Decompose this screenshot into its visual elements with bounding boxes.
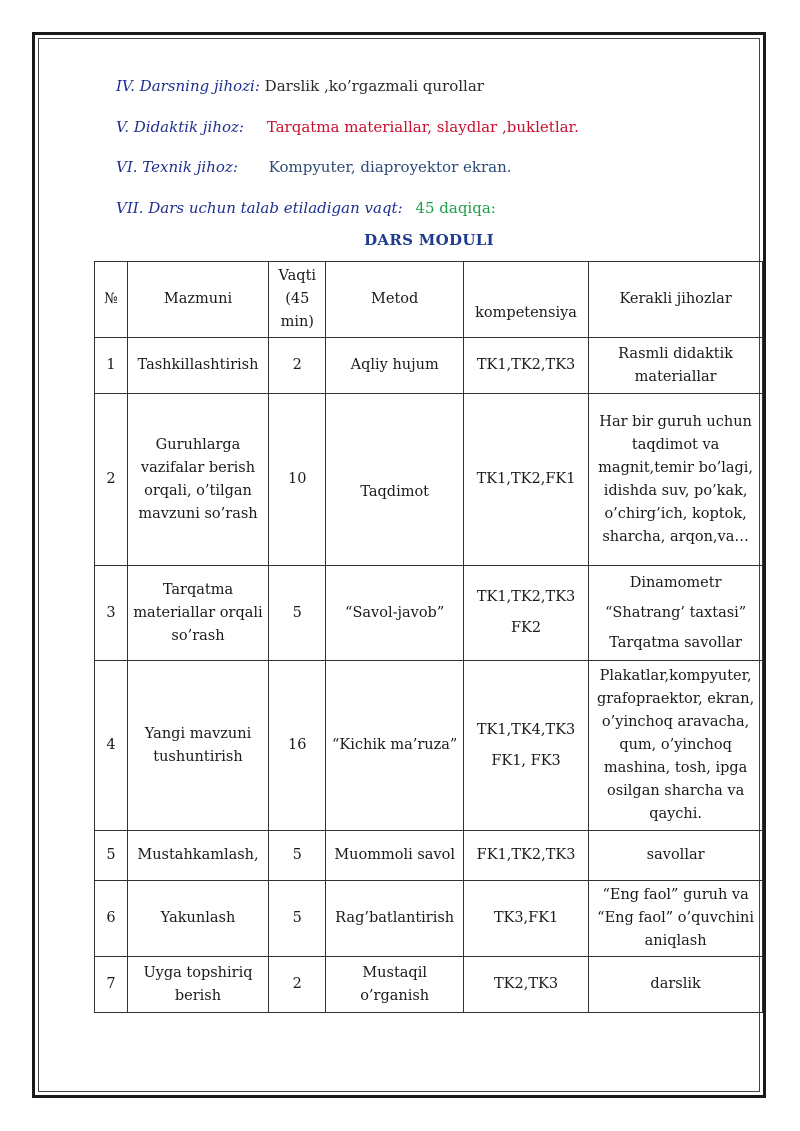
info-technical bbox=[116, 158, 512, 176]
info-didactic-label: V. Didaktik jihoz: bbox=[116, 118, 244, 136]
row-method: Mustaqil o’rganish bbox=[326, 957, 463, 1013]
row-number: 1 bbox=[95, 338, 128, 394]
competence-line: FK2 bbox=[510, 620, 542, 636]
row-equipment: “Eng faol” guruh va “Eng faol” o’quvchini aniqlash bbox=[589, 881, 763, 957]
table-row bbox=[95, 881, 763, 957]
row-method: Taqdimot bbox=[326, 394, 463, 566]
row-content: Yangi mavzuni tushuntirish bbox=[127, 661, 268, 831]
row-content: Tashkillashtirish bbox=[127, 338, 268, 394]
info-time-label: VII. Dars uchun talab etiladigan vaqt: bbox=[116, 199, 403, 217]
competence-line: TK1,TK2,TK3 bbox=[476, 589, 576, 605]
equipment-line: “Shatrang’ taxtasi” bbox=[605, 605, 747, 621]
row-competence: TK3,FK1 bbox=[463, 881, 588, 957]
info-didactic bbox=[116, 118, 579, 136]
info-technical-value: Kompyuter, diaproyektor ekran. bbox=[268, 158, 512, 176]
equipment-line: Tarqatma savollar bbox=[609, 635, 742, 651]
row-time: 2 bbox=[269, 957, 326, 1013]
row-time: 2 bbox=[269, 338, 326, 394]
row-competence: TK1,TK2,TK3 bbox=[463, 338, 588, 394]
table-row bbox=[95, 957, 763, 1013]
info-time-value: 45 daqiqa: bbox=[415, 199, 496, 217]
row-method: Muommoli savol bbox=[326, 831, 463, 881]
row-equipment: Har bir guruh uchun taqdimot va magnit,temir bo’lagi, idishda suv, po’kak, o’chirg’ich, koptok, sharcha, arqon,va… bbox=[589, 394, 763, 566]
row-number: 6 bbox=[95, 881, 128, 957]
table-row bbox=[95, 394, 763, 566]
module-title: DARS MODULI bbox=[364, 231, 494, 249]
table-header-row bbox=[95, 262, 763, 338]
row-time: 5 bbox=[269, 831, 326, 881]
row-time: 5 bbox=[269, 881, 326, 957]
row-number: 2 bbox=[95, 394, 128, 566]
info-equipment-label: IV. Darsning jihozi: bbox=[116, 77, 260, 95]
row-competence: FK1,TK2,TK3 bbox=[463, 831, 588, 881]
row-number: 7 bbox=[95, 957, 128, 1013]
row-method: Rag’batlantirish bbox=[326, 881, 463, 957]
row-content: Tarqatma materiallar orqali so’rash bbox=[127, 566, 268, 661]
header-competence: kompetensiya bbox=[463, 262, 588, 338]
row-competence bbox=[463, 566, 588, 661]
table-row bbox=[95, 338, 763, 394]
row-competence: TK2,TK3 bbox=[463, 957, 588, 1013]
row-content: Guruhlarga vazifalar berish orqali, o’tilgan mavzuni so’rash bbox=[127, 394, 268, 566]
row-method: Aqliy hujum bbox=[326, 338, 463, 394]
header-content: Mazmuni bbox=[127, 262, 268, 338]
lesson-module-table bbox=[94, 261, 763, 1013]
row-equipment bbox=[589, 566, 763, 661]
table-row bbox=[95, 831, 763, 881]
row-time: 10 bbox=[269, 394, 326, 566]
table-row bbox=[95, 566, 763, 661]
info-time bbox=[116, 199, 496, 217]
row-method: “Savol-javob” bbox=[326, 566, 463, 661]
row-time: 16 bbox=[269, 661, 326, 831]
row-competence: TK1,TK2,FK1 bbox=[463, 394, 588, 566]
row-method: “Kichik ma’ruza” bbox=[326, 661, 463, 831]
row-number: 3 bbox=[95, 566, 128, 661]
header-number: № bbox=[95, 262, 128, 338]
row-competence bbox=[463, 661, 588, 831]
row-equipment: Plakatlar,kompyuter, grafopraektor, ekran, o’yinchoq aravacha, qum, o’yinchoq mashina, tosh, ipga osilgan sharcha va qaychi. bbox=[589, 661, 763, 831]
row-content: Mustahkamlash, bbox=[127, 831, 268, 881]
row-content: Yakunlash bbox=[127, 881, 268, 957]
row-number: 5 bbox=[95, 831, 128, 881]
header-equipment: Kerakli jihozlar bbox=[589, 262, 763, 338]
competence-line: FK1, FK3 bbox=[491, 752, 561, 769]
equipment-line: Dinamometr bbox=[629, 575, 722, 591]
header-method: Metod bbox=[326, 262, 463, 338]
row-time: 5 bbox=[269, 566, 326, 661]
row-content: Uyga topshiriq berish bbox=[127, 957, 268, 1013]
header-time: Vaqti (45 min) bbox=[269, 262, 326, 338]
row-equipment: darslik bbox=[589, 957, 763, 1013]
competence-line: TK1,TK4,TK3 bbox=[476, 721, 576, 738]
info-technical-label: VI. Texnik jihoz: bbox=[116, 158, 238, 176]
info-didactic-value: Tarqatma materiallar, slaydlar ,bukletlar. bbox=[266, 118, 579, 136]
info-equipment bbox=[116, 77, 484, 95]
row-equipment: Rasmli didaktik materiallar bbox=[589, 338, 763, 394]
row-number: 4 bbox=[95, 661, 128, 831]
row-equipment: savollar bbox=[589, 831, 763, 881]
info-equipment-value: Darslik ,ko’rgazmali qurollar bbox=[259, 77, 484, 95]
table-row bbox=[95, 661, 763, 831]
